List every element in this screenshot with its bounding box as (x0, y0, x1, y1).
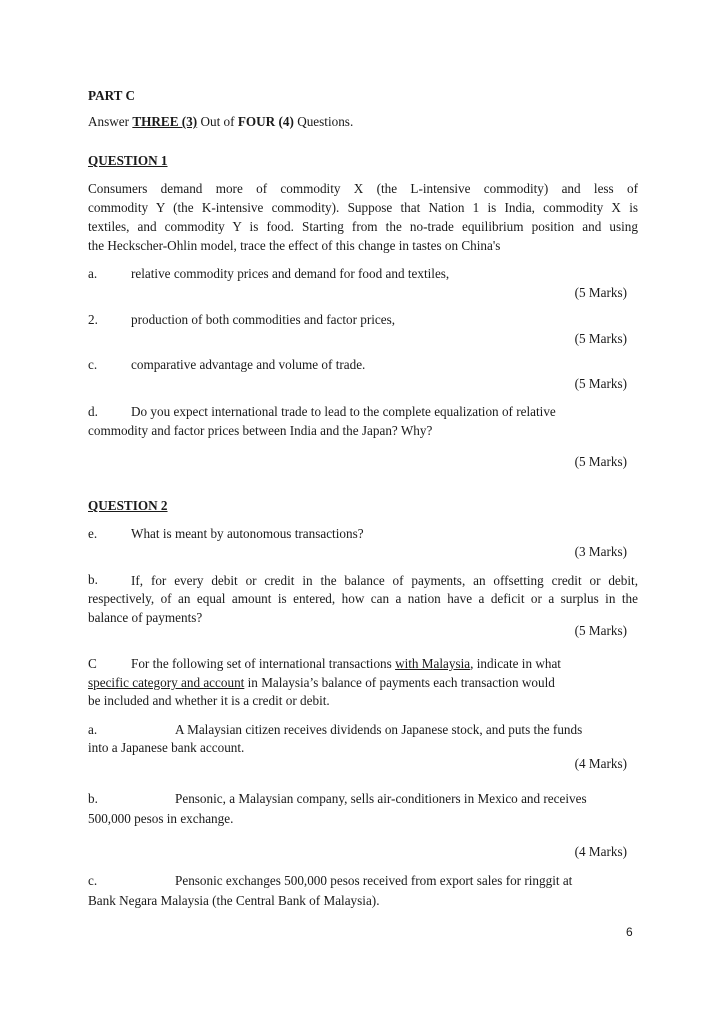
q1-item-d-line1: Do you expect international trade to lead to the complete equalization of relative (131, 404, 556, 419)
question-1-heading: QUESTION 1 (88, 153, 168, 168)
q2-sub-c-label: c. (88, 873, 98, 888)
q2-item-c-line3: be included and whether it is a credit or debit. (88, 693, 330, 708)
q1-item-c-marks: (5 Marks) (574, 376, 627, 391)
q2-item-e-marks: (3 Marks) (574, 544, 627, 559)
q2-item-b-label: b. (88, 572, 98, 587)
q2-sub-b-line1: Pensonic, a Malaysian company, sells air-conditioners in Mexico and receives (175, 791, 587, 806)
q2-item-b-line2: respectively, of an equal amount is entered, how can a nation have a deficit or a surplus in the (88, 591, 638, 606)
intro-line: Consumers demand more of commodity X (the L-intensive commodity) and less of (88, 181, 638, 196)
q2-item-e-label: e. (88, 526, 98, 541)
q1-item-2-label: 2. (88, 312, 98, 327)
q1-item-2-marks: (5 Marks) (574, 331, 627, 346)
q1-item-d-line2: commodity and factor prices between India and the Japan? Why? (88, 423, 433, 438)
q1-item-d-marks: (5 Marks) (574, 454, 627, 469)
q1-item-c-label: c. (88, 357, 98, 372)
q2-sub-b-line2: 500,000 pesos in exchange. (88, 811, 234, 826)
q2-sub-a-marks: (4 Marks) (574, 756, 627, 771)
q2-item-e-text: What is meant by autonomous transactions? (131, 526, 364, 541)
q2-c-line2-underlined: specific category and account (88, 675, 245, 690)
q2-item-b-marks: (5 Marks) (574, 623, 627, 638)
page-number: 6 (626, 925, 633, 939)
q1-item-2-text: production of both commodities and factor prices, (131, 312, 396, 327)
instruction-total: FOUR (4) (237, 114, 294, 129)
intro-line: the Heckscher-Ohlin model, trace the effect of this change in tastes on China's (88, 238, 501, 253)
q1-item-d-label: d. (88, 404, 98, 419)
q2-item-b-line1: If, for every debit or credit in the balance of payments, an offsetting credit or debit, (131, 573, 638, 588)
instruction-mid: Out of (197, 114, 238, 129)
q1-item-a-marks: (5 Marks) (574, 285, 627, 300)
q2-c-line1-pre: For the following set of international transactions (131, 656, 396, 671)
instruction-count: THREE (3) (132, 114, 198, 129)
q2-sub-b-label: b. (88, 791, 98, 806)
q2-item-c-line1 (131, 656, 561, 672)
q2-item-b-line1-wrap (131, 571, 638, 590)
q2-item-b-rest (88, 589, 638, 627)
instruction-suffix: Questions. (293, 114, 354, 129)
q2-item-b-line3: balance of payments? (88, 610, 203, 625)
q1-item-c-text: comparative advantage and volume of trade. (131, 357, 366, 372)
q2-c-line1-underlined: with Malaysia (395, 656, 471, 671)
instruction-prefix: Answer (88, 114, 133, 129)
intro-line: commodity Y (the K-intensive commodity). Suppose that Nation 1 is India, commodity X is (88, 200, 638, 215)
instruction (88, 114, 353, 130)
question-2-heading: QUESTION 2 (88, 498, 168, 513)
q2-item-c-line2 (88, 675, 555, 691)
q2-sub-b-marks: (4 Marks) (574, 844, 627, 859)
part-title: PART C (88, 88, 136, 103)
q2-sub-a-label: a. (88, 722, 98, 737)
q2-sub-c-line1: Pensonic exchanges 500,000 pesos received from export sales for ringgit at (175, 873, 573, 888)
q2-sub-a-line2: into a Japanese bank account. (88, 740, 245, 755)
q1-item-a-label: a. (88, 266, 98, 281)
q2-c-line1-post: , indicate in what (470, 656, 561, 671)
q2-item-c-label: C (88, 656, 97, 671)
q2-sub-a-line1: A Malaysian citizen receives dividends on Japanese stock, and puts the funds (175, 722, 583, 737)
q2-c-line2-post: in Malaysia’s balance of payments each transaction would (244, 675, 555, 690)
question-1-intro (88, 179, 638, 255)
q2-sub-c-line2: Bank Negara Malaysia (the Central Bank of Malaysia). (88, 893, 380, 908)
q1-item-a-text: relative commodity prices and demand for food and textiles, (131, 266, 450, 281)
intro-line: textiles, and commodity Y is food. Starting from the no-trade equilibrium position and using (88, 219, 638, 234)
